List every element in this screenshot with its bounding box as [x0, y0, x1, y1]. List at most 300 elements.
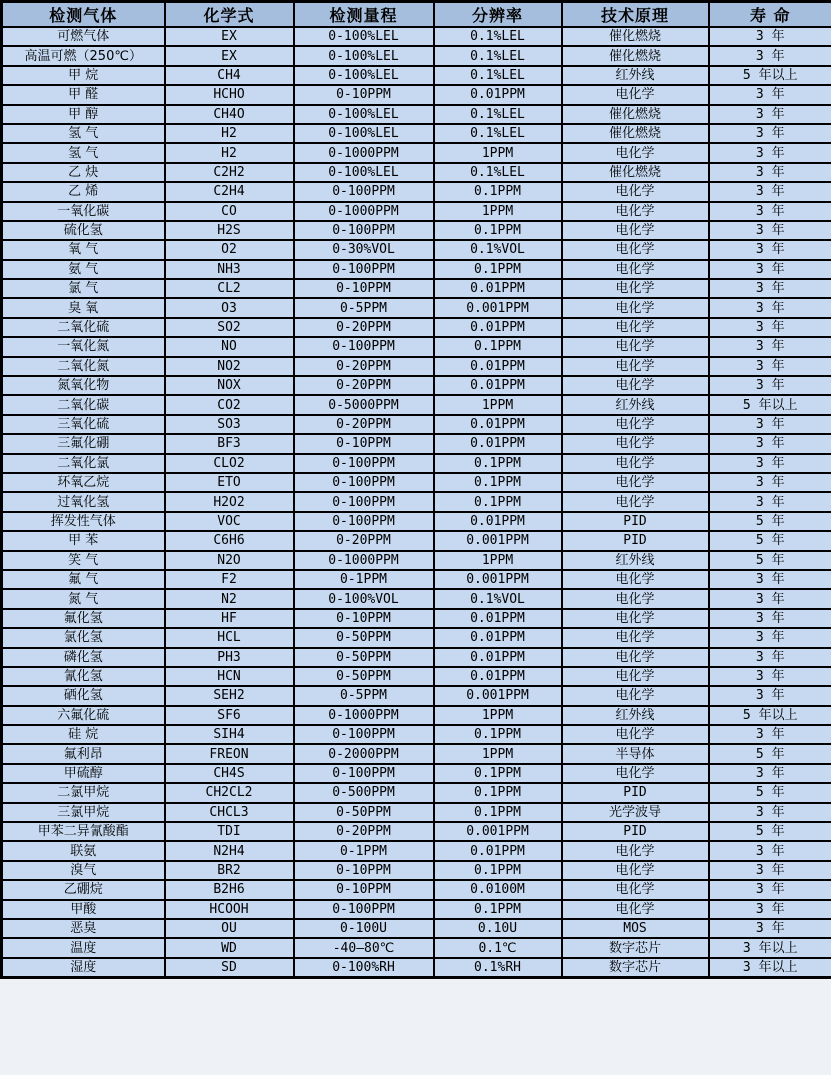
table-row [2, 337, 831, 356]
value-cell: NO2 [165, 357, 294, 376]
value-cell: 电化学 [562, 318, 709, 337]
table-row [2, 958, 831, 978]
gas-name-cell: 氟利昂 [2, 744, 165, 763]
value-cell: 3 年 [709, 764, 831, 783]
value-cell: 0-5PPM [294, 298, 434, 317]
value-cell: 0-1000PPM [294, 143, 434, 162]
value-cell: 数字芯片 [562, 958, 709, 978]
value-cell: 0-20PPM [294, 415, 434, 434]
gas-name-cell: 甲酸 [2, 900, 165, 919]
value-cell: EX [165, 27, 294, 46]
value-cell: 0-1000PPM [294, 706, 434, 725]
gas-name-cell: 甲苯二异氰酸酯 [2, 822, 165, 841]
table-row [2, 589, 831, 608]
table-row [2, 415, 831, 434]
value-cell: 0.1%VOL [434, 240, 562, 259]
value-cell: 0-30%VOL [294, 240, 434, 259]
value-cell: N2 [165, 589, 294, 608]
value-cell: 0.001PPM [434, 570, 562, 589]
value-cell: 3 年 [709, 376, 831, 395]
table-row [2, 85, 831, 104]
table-row [2, 686, 831, 705]
gas-name-cell: 氢 气 [2, 143, 165, 162]
value-cell: 电化学 [562, 725, 709, 744]
value-cell: 3 年以上 [709, 938, 831, 957]
value-cell: 5 年 [709, 512, 831, 531]
table-row [2, 434, 831, 453]
value-cell: 0-100PPM [294, 473, 434, 492]
value-cell: 0.1%VOL [434, 589, 562, 608]
table-row [2, 628, 831, 647]
value-cell: 3 年 [709, 298, 831, 317]
value-cell: F2 [165, 570, 294, 589]
value-cell: 0.01PPM [434, 376, 562, 395]
table-row [2, 667, 831, 686]
value-cell: 0-100PPM [294, 454, 434, 473]
value-cell: MOS [562, 919, 709, 938]
table-row [2, 105, 831, 124]
value-cell: 3 年 [709, 318, 831, 337]
value-cell: 光学波导 [562, 803, 709, 822]
value-cell: 0-1PPM [294, 841, 434, 860]
gas-name-cell: 湿度 [2, 958, 165, 978]
value-cell: 5 年 [709, 822, 831, 841]
gas-name-cell: 联氨 [2, 841, 165, 860]
value-cell: 0-50PPM [294, 628, 434, 647]
value-cell: 3 年 [709, 454, 831, 473]
value-cell: 催化燃烧 [562, 163, 709, 182]
gas-name-cell: 硒化氢 [2, 686, 165, 705]
value-cell: 0-100PPM [294, 900, 434, 919]
value-cell: -40—80℃ [294, 938, 434, 957]
table-row [2, 648, 831, 667]
value-cell: 3 年 [709, 609, 831, 628]
value-cell: 0-1000PPM [294, 551, 434, 570]
table-row [2, 880, 831, 899]
gas-name-cell: 氮 气 [2, 589, 165, 608]
value-cell: 0-5PPM [294, 686, 434, 705]
value-cell: 0.10U [434, 919, 562, 938]
gas-name-cell: 甲 醇 [2, 105, 165, 124]
value-cell: 0.1PPM [434, 803, 562, 822]
value-cell: 0.001PPM [434, 298, 562, 317]
value-cell: OU [165, 919, 294, 938]
value-cell: 0.001PPM [434, 822, 562, 841]
value-cell: 0.01PPM [434, 648, 562, 667]
table-row [2, 512, 831, 531]
value-cell: 电化学 [562, 376, 709, 395]
table-row [2, 66, 831, 85]
gas-name-cell: 氧 气 [2, 240, 165, 259]
value-cell: 0.01PPM [434, 667, 562, 686]
table-row [2, 473, 831, 492]
value-cell: 3 年 [709, 337, 831, 356]
table-row [2, 551, 831, 570]
value-cell: 0.1PPM [434, 182, 562, 201]
value-cell: 0-5000PPM [294, 395, 434, 414]
value-cell: 0.1%LEL [434, 66, 562, 85]
value-cell: 电化学 [562, 589, 709, 608]
value-cell: 1PPM [434, 143, 562, 162]
value-cell: 0-1PPM [294, 570, 434, 589]
value-cell: 3 年以上 [709, 958, 831, 978]
value-cell: 电化学 [562, 900, 709, 919]
column-header: 技术原理 [562, 2, 709, 28]
value-cell: CHCL3 [165, 803, 294, 822]
value-cell: 0-100PPM [294, 764, 434, 783]
value-cell: PID [562, 783, 709, 802]
gas-name-cell: 甲 苯 [2, 531, 165, 550]
column-header: 检测量程 [294, 2, 434, 28]
value-cell: 3 年 [709, 880, 831, 899]
value-cell: N2H4 [165, 841, 294, 860]
value-cell: 0.01PPM [434, 609, 562, 628]
value-cell: 0-100PPM [294, 512, 434, 531]
gas-name-cell: 二氧化氯 [2, 454, 165, 473]
column-header: 化学式 [165, 2, 294, 28]
value-cell: NOX [165, 376, 294, 395]
value-cell: 1PPM [434, 551, 562, 570]
value-cell: 0-100PPM [294, 725, 434, 744]
value-cell: H2O2 [165, 492, 294, 511]
value-cell: 电化学 [562, 628, 709, 647]
value-cell: 0.01PPM [434, 415, 562, 434]
gas-name-cell: 氢 气 [2, 124, 165, 143]
value-cell: HCOOH [165, 900, 294, 919]
table-row [2, 783, 831, 802]
table-row [2, 357, 831, 376]
gas-name-cell: 二氧化硫 [2, 318, 165, 337]
table-row [2, 124, 831, 143]
value-cell: EX [165, 46, 294, 65]
value-cell: CH4S [165, 764, 294, 783]
gas-name-cell: 三氯甲烷 [2, 803, 165, 822]
value-cell: 0-20PPM [294, 318, 434, 337]
value-cell: SO3 [165, 415, 294, 434]
value-cell: 0.1%LEL [434, 163, 562, 182]
value-cell: 0-50PPM [294, 667, 434, 686]
gas-name-cell: 硫化氢 [2, 221, 165, 240]
value-cell: 1PPM [434, 395, 562, 414]
value-cell: C6H6 [165, 531, 294, 550]
value-cell: 0.1PPM [434, 900, 562, 919]
value-cell: 1PPM [434, 706, 562, 725]
value-cell: TDI [165, 822, 294, 841]
value-cell: 电化学 [562, 85, 709, 104]
value-cell: 半导体 [562, 744, 709, 763]
table-body [2, 27, 831, 978]
value-cell: 0-10PPM [294, 880, 434, 899]
table-row [2, 919, 831, 938]
value-cell: 0-10PPM [294, 434, 434, 453]
value-cell: 0-20PPM [294, 357, 434, 376]
value-cell: 电化学 [562, 667, 709, 686]
column-header: 寿 命 [709, 2, 831, 28]
value-cell: SF6 [165, 706, 294, 725]
gas-name-cell: 氯化氢 [2, 628, 165, 647]
value-cell: 3 年 [709, 27, 831, 46]
table-row [2, 143, 831, 162]
value-cell: 0-20PPM [294, 822, 434, 841]
gas-name-cell: 温度 [2, 938, 165, 957]
value-cell: 0-20PPM [294, 376, 434, 395]
value-cell: 5 年 [709, 531, 831, 550]
value-cell: SD [165, 958, 294, 978]
value-cell: 电化学 [562, 473, 709, 492]
gas-name-cell: 一氧化氮 [2, 337, 165, 356]
value-cell: 电化学 [562, 221, 709, 240]
value-cell: 3 年 [709, 105, 831, 124]
value-cell: 3 年 [709, 163, 831, 182]
value-cell: 电化学 [562, 357, 709, 376]
value-cell: 0.1PPM [434, 492, 562, 511]
value-cell: 0.1%LEL [434, 105, 562, 124]
value-cell: 0.1PPM [434, 260, 562, 279]
value-cell: 0.1PPM [434, 764, 562, 783]
value-cell: 电化学 [562, 143, 709, 162]
table-row [2, 240, 831, 259]
table-row [2, 492, 831, 511]
gas-name-cell: 恶臭 [2, 919, 165, 938]
value-cell: 3 年 [709, 628, 831, 647]
value-cell: 0.1%LEL [434, 46, 562, 65]
gas-name-cell: 氨 气 [2, 260, 165, 279]
value-cell: 5 年以上 [709, 706, 831, 725]
value-cell: 0-100%LEL [294, 46, 434, 65]
value-cell: 0.1PPM [434, 725, 562, 744]
value-cell: 0.001PPM [434, 686, 562, 705]
gas-name-cell: 甲硫醇 [2, 764, 165, 783]
value-cell: 0.01PPM [434, 512, 562, 531]
value-cell: 0-10PPM [294, 861, 434, 880]
gas-name-cell: 臭 氧 [2, 298, 165, 317]
value-cell: 电化学 [562, 182, 709, 201]
value-cell: 3 年 [709, 570, 831, 589]
value-cell: SO2 [165, 318, 294, 337]
value-cell: 0-50PPM [294, 648, 434, 667]
value-cell: 0.1PPM [434, 783, 562, 802]
table-row [2, 900, 831, 919]
value-cell: 0-2000PPM [294, 744, 434, 763]
value-cell: 0-100%LEL [294, 163, 434, 182]
gas-name-cell: 氟 气 [2, 570, 165, 589]
table-row [2, 27, 831, 46]
value-cell: 0-500PPM [294, 783, 434, 802]
value-cell: 电化学 [562, 861, 709, 880]
value-cell: CO2 [165, 395, 294, 414]
table-row [2, 46, 831, 65]
header-row [2, 2, 831, 28]
value-cell: CH4 [165, 66, 294, 85]
value-cell: 3 年 [709, 648, 831, 667]
value-cell: 电化学 [562, 260, 709, 279]
value-cell: 数字芯片 [562, 938, 709, 957]
value-cell: 3 年 [709, 919, 831, 938]
value-cell: 0-10PPM [294, 279, 434, 298]
value-cell: 0-1000PPM [294, 202, 434, 221]
value-cell: 3 年 [709, 279, 831, 298]
gas-name-cell: 环氧乙烷 [2, 473, 165, 492]
value-cell: 电化学 [562, 415, 709, 434]
value-cell: PID [562, 512, 709, 531]
value-cell: CLO2 [165, 454, 294, 473]
value-cell: 电化学 [562, 337, 709, 356]
table-row [2, 221, 831, 240]
value-cell: 0.01PPM [434, 628, 562, 647]
value-cell: 电化学 [562, 648, 709, 667]
value-cell: 3 年 [709, 46, 831, 65]
value-cell: 电化学 [562, 298, 709, 317]
value-cell: 电化学 [562, 880, 709, 899]
value-cell: SEH2 [165, 686, 294, 705]
value-cell: 电化学 [562, 454, 709, 473]
gas-name-cell: 氮氧化物 [2, 376, 165, 395]
table-row [2, 822, 831, 841]
value-cell: 电化学 [562, 202, 709, 221]
value-cell: 0.1%LEL [434, 124, 562, 143]
value-cell: CH4O [165, 105, 294, 124]
value-cell: O3 [165, 298, 294, 317]
value-cell: 0-100PPM [294, 182, 434, 201]
value-cell: 3 年 [709, 725, 831, 744]
value-cell: 0.1%RH [434, 958, 562, 978]
value-cell: 1PPM [434, 744, 562, 763]
value-cell: 5 年以上 [709, 66, 831, 85]
value-cell: 3 年 [709, 589, 831, 608]
value-cell: 0.01PPM [434, 434, 562, 453]
table-row [2, 182, 831, 201]
value-cell: 3 年 [709, 434, 831, 453]
value-cell: 3 年 [709, 240, 831, 259]
gas-name-cell: 氯 气 [2, 279, 165, 298]
value-cell: HCHO [165, 85, 294, 104]
value-cell: CL2 [165, 279, 294, 298]
value-cell: CH2CL2 [165, 783, 294, 802]
value-cell: 0-50PPM [294, 803, 434, 822]
column-header: 分辨率 [434, 2, 562, 28]
value-cell: 电化学 [562, 609, 709, 628]
value-cell: 0.01PPM [434, 318, 562, 337]
value-cell: 电化学 [562, 240, 709, 259]
table-row [2, 841, 831, 860]
gas-name-cell: 高温可燃（250℃） [2, 46, 165, 65]
value-cell: HCL [165, 628, 294, 647]
value-cell: 0.0100M [434, 880, 562, 899]
value-cell: 0-100PPM [294, 260, 434, 279]
table-row [2, 531, 831, 550]
value-cell: NO [165, 337, 294, 356]
value-cell: FREON [165, 744, 294, 763]
value-cell: O2 [165, 240, 294, 259]
value-cell: 3 年 [709, 182, 831, 201]
value-cell: WD [165, 938, 294, 957]
value-cell: SIH4 [165, 725, 294, 744]
table-row [2, 609, 831, 628]
gas-name-cell: 乙 烯 [2, 182, 165, 201]
value-cell: HF [165, 609, 294, 628]
value-cell: 0.1%LEL [434, 27, 562, 46]
value-cell: 0-20PPM [294, 531, 434, 550]
table-row [2, 279, 831, 298]
value-cell: C2H2 [165, 163, 294, 182]
table-row [2, 803, 831, 822]
value-cell: 电化学 [562, 764, 709, 783]
value-cell: 3 年 [709, 473, 831, 492]
value-cell: 0-100PPM [294, 221, 434, 240]
value-cell: 0-100PPM [294, 492, 434, 511]
gas-name-cell: 二氧化氮 [2, 357, 165, 376]
value-cell: PH3 [165, 648, 294, 667]
table-row [2, 861, 831, 880]
value-cell: 0-10PPM [294, 609, 434, 628]
value-cell: 催化燃烧 [562, 124, 709, 143]
table-row [2, 706, 831, 725]
value-cell: 5 年 [709, 783, 831, 802]
value-cell: NH3 [165, 260, 294, 279]
value-cell: H2 [165, 124, 294, 143]
value-cell: 0-100PPM [294, 337, 434, 356]
table-row [2, 764, 831, 783]
gas-name-cell: 笑 气 [2, 551, 165, 570]
value-cell: 3 年 [709, 686, 831, 705]
table-row [2, 318, 831, 337]
gas-name-cell: 三氧化硫 [2, 415, 165, 434]
gas-name-cell: 可燃气体 [2, 27, 165, 46]
value-cell: 0-100%LEL [294, 66, 434, 85]
value-cell: C2H4 [165, 182, 294, 201]
value-cell: 3 年 [709, 415, 831, 434]
gas-name-cell: 三氟化硼 [2, 434, 165, 453]
value-cell: 0.1PPM [434, 473, 562, 492]
value-cell: B2H6 [165, 880, 294, 899]
table-row [2, 376, 831, 395]
gas-name-cell: 乙 炔 [2, 163, 165, 182]
value-cell: 5 年 [709, 551, 831, 570]
value-cell: 红外线 [562, 551, 709, 570]
value-cell: 0.01PPM [434, 841, 562, 860]
value-cell: 0-100%LEL [294, 105, 434, 124]
value-cell: 1PPM [434, 202, 562, 221]
value-cell: 0.01PPM [434, 279, 562, 298]
value-cell: 红外线 [562, 395, 709, 414]
table-row [2, 163, 831, 182]
value-cell: 电化学 [562, 434, 709, 453]
value-cell: 3 年 [709, 143, 831, 162]
table-row [2, 395, 831, 414]
value-cell: 0.01PPM [434, 85, 562, 104]
table-row [2, 260, 831, 279]
value-cell: HCN [165, 667, 294, 686]
value-cell: 3 年 [709, 492, 831, 511]
value-cell: 3 年 [709, 841, 831, 860]
value-cell: 0-100%VOL [294, 589, 434, 608]
gas-name-cell: 磷化氢 [2, 648, 165, 667]
value-cell: 0-100%LEL [294, 27, 434, 46]
value-cell: 催化燃烧 [562, 27, 709, 46]
table-row [2, 725, 831, 744]
table-row [2, 202, 831, 221]
value-cell: 电化学 [562, 570, 709, 589]
gas-name-cell: 挥发性气体 [2, 512, 165, 531]
value-cell: H2S [165, 221, 294, 240]
value-cell: 3 年 [709, 667, 831, 686]
value-cell: 5 年 [709, 744, 831, 763]
value-cell: 电化学 [562, 279, 709, 298]
value-cell: 0.1℃ [434, 938, 562, 957]
gas-name-cell: 溴气 [2, 861, 165, 880]
table-header [2, 2, 831, 28]
value-cell: 3 年 [709, 202, 831, 221]
